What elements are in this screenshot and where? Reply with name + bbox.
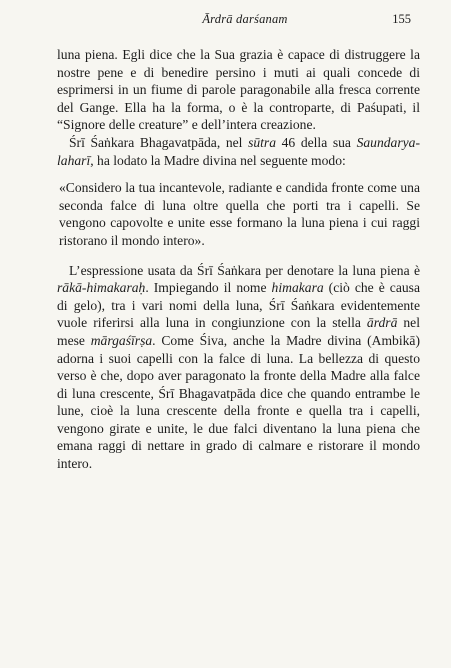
- text-segment: . Come Śiva, anche la Madre divina (Ambikā) adorna i suoi capelli con la falce di luna. La bellezza di questo verso è che, dopo aver paragonato la fronte della Madre alla falce di luna crescente, Śrī Bhagavatpāda dice che quando entrambe le lune, cioè la luna crescente della fronte e quella tra i capelli, vengono girate e unite, le due falci diventano la luna piena che emana raggi di nettare in grado di calmare e ristorare il mondo intero.: [57, 332, 420, 472]
- text-segment: (ciò che è causa di gelo), tra i vari nomi della luna, Śrī Śaṅkara evidentemente vuole riferirsi alla luna in congiunzione con la stella: [57, 280, 420, 331]
- paragraph-1: [57, 46, 420, 134]
- text-segment: 46 della sua: [276, 134, 357, 150]
- italic-term: Saundarya-laharī: [57, 134, 420, 168]
- text-segment: nel mese: [57, 315, 420, 348]
- text-segment: , ha lodato la Madre divina nel seguente modo:: [90, 152, 346, 168]
- text-segment: «Considero la tua incantevole, radiante e candida fronte come una seconda falce di luna oltre quella che porti tra i capelli. Se vengono capovolte e unite esse formano la luna piena i cui raggi ristorano il mondo intero».: [59, 180, 420, 248]
- running-title: Ārdrā darśanam: [202, 12, 288, 26]
- italic-term: mārgaśīrṣa: [90, 332, 153, 348]
- body-text: [57, 46, 420, 473]
- paragraph-2: [57, 134, 420, 169]
- paragraph-4: [57, 262, 420, 473]
- text-segment: L’espressione usata da Śrī Śaṅkara per denotare la luna piena è: [69, 262, 420, 278]
- quotation: [57, 179, 420, 249]
- page-number: 155: [392, 12, 411, 26]
- italic-term: ārdrā: [366, 315, 398, 331]
- text-segment: luna piena. Egli dice che la Sua grazia è capace di distruggere la nostre pene e di benedire persino i muti ai quali concede di esprimersi in un fiume di parole paragonabile alla fresca corrente del Gange. Ella ha la forma, o è la controparte, di Paśupati, il “Signore delle creature” e dell’intera creazione.: [57, 47, 420, 133]
- italic-term: himakara: [271, 280, 324, 296]
- italic-term: rākā-himakaraḥ: [57, 280, 146, 296]
- text-segment: Śrī Śaṅkara Bhagavatpāda, nel: [69, 134, 249, 150]
- italic-term: sūtra: [248, 134, 277, 150]
- text-segment: . Impiegando il nome: [145, 280, 272, 296]
